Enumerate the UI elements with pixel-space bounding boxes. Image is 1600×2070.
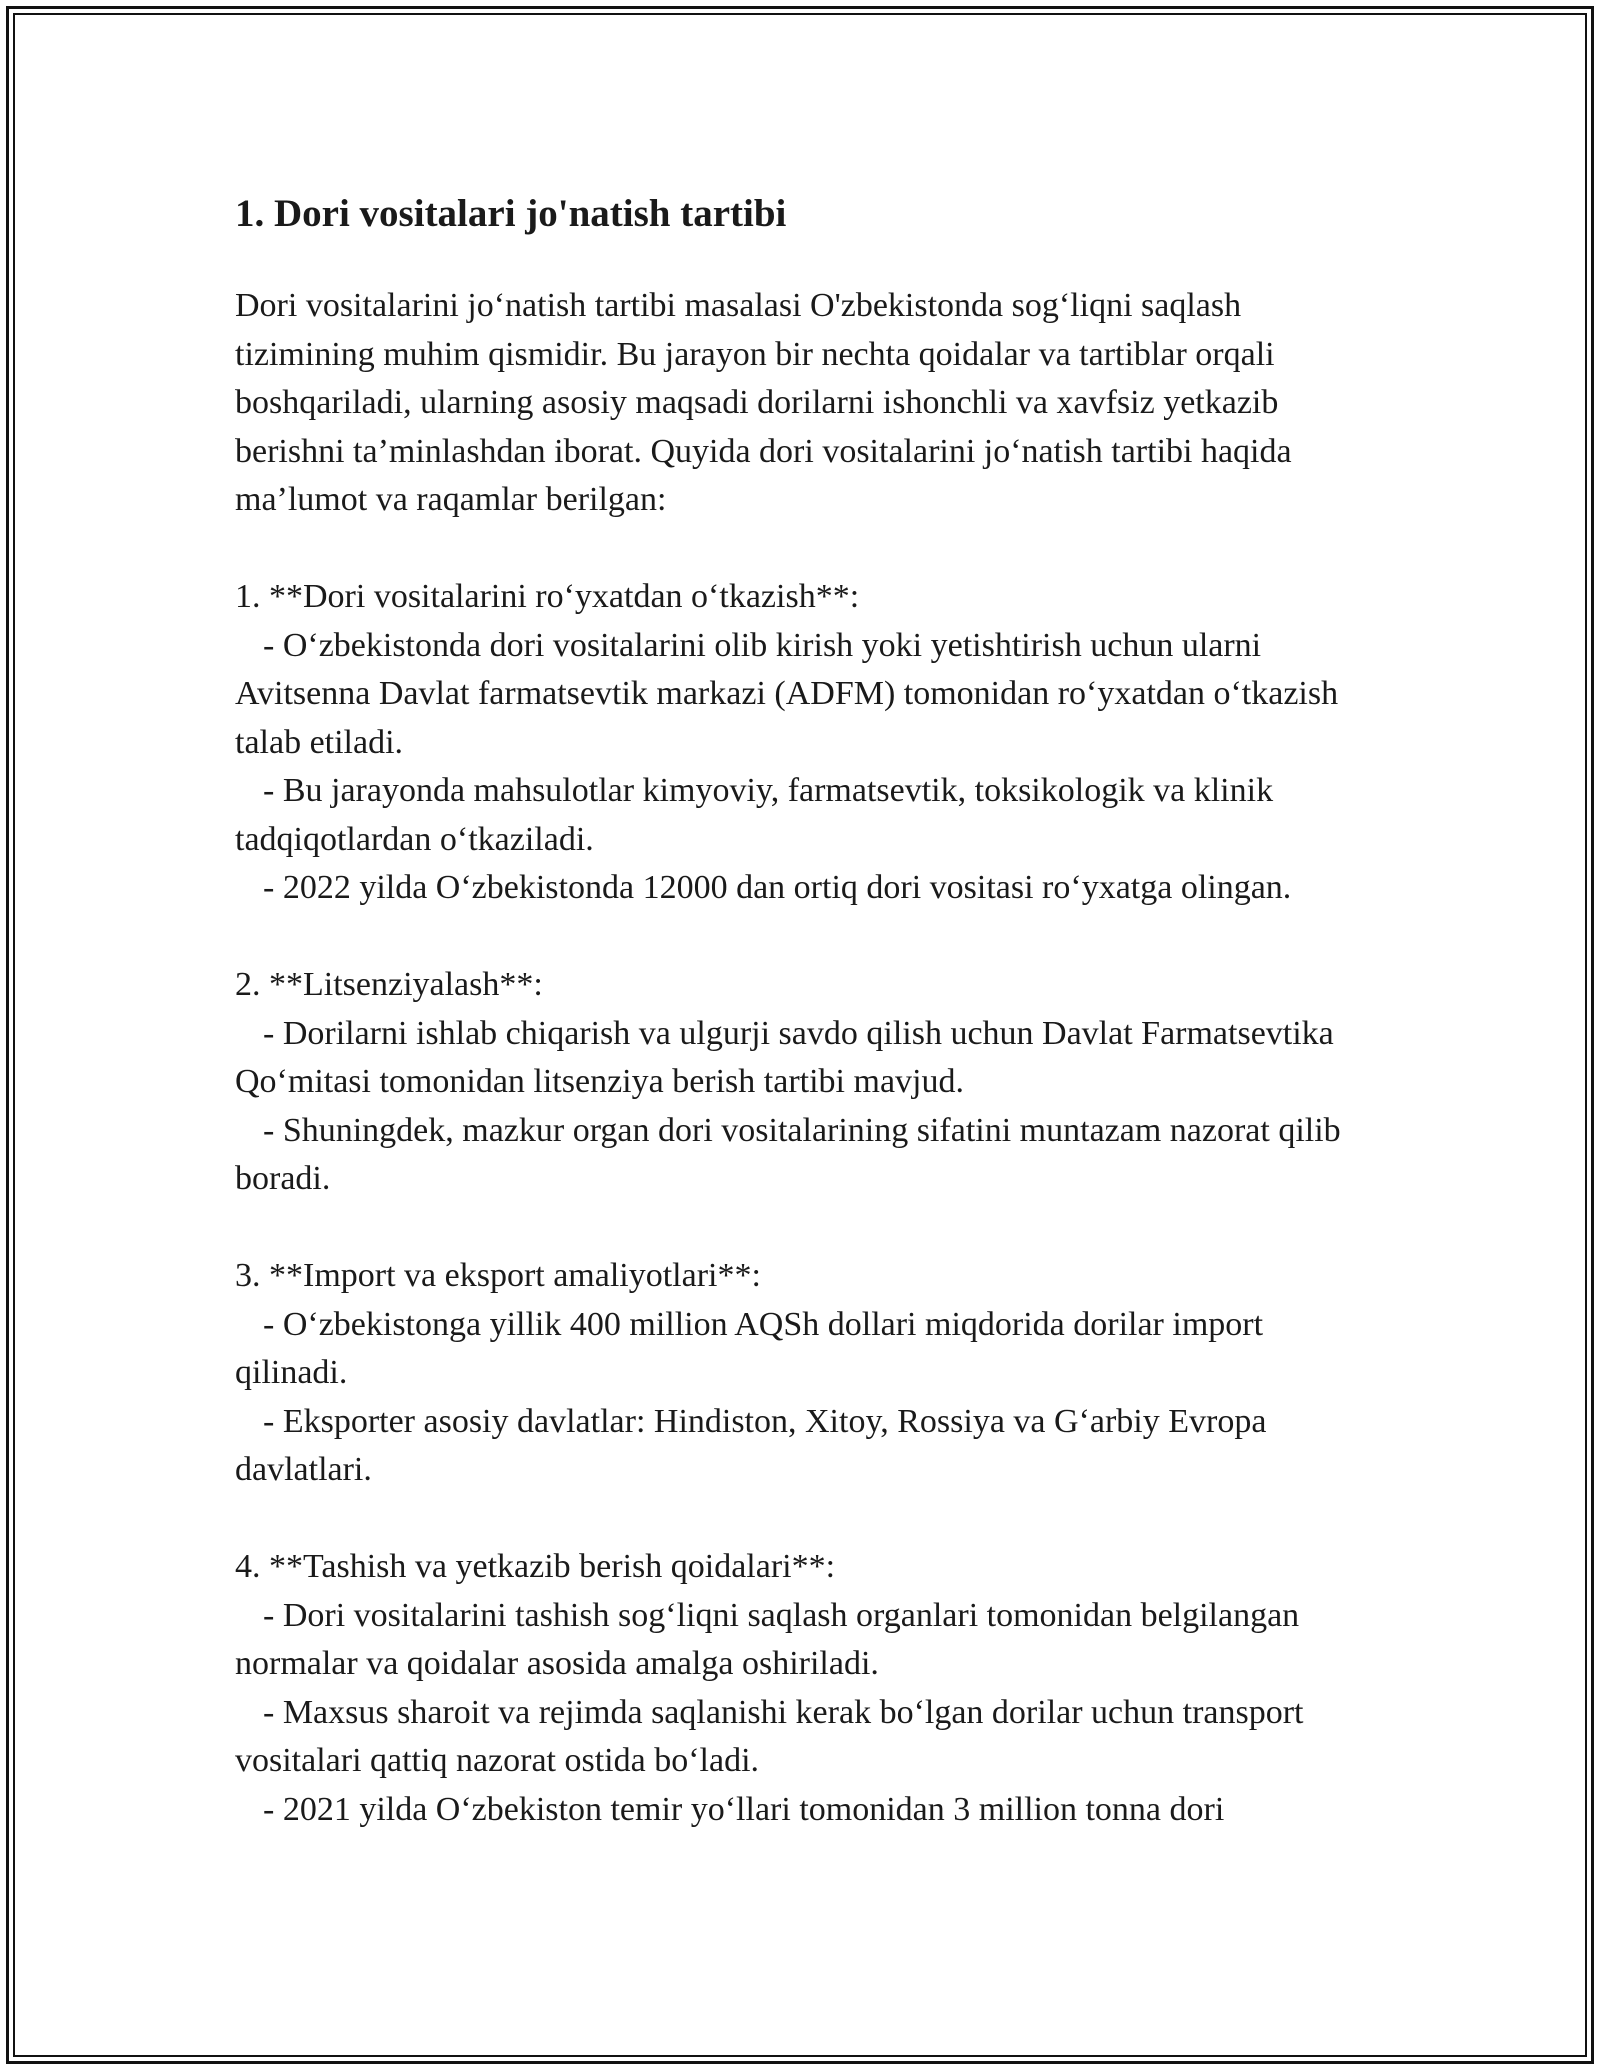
section-transport <box>235 1543 1375 1834</box>
section-heading: 3. **Import va eksport amaliyotlari**: <box>235 1257 761 1294</box>
list-item: - 2021 yilda O‘zbekiston temir yo‘llari tomonidan 3 million tonna dori <box>263 1790 1225 1828</box>
section-import-export <box>235 1252 1375 1495</box>
document-body <box>235 186 1375 1834</box>
list-item: - Bu jarayonda mahsulotlar kimyoviy, farmatsevtik, toksikologik va klinik tadqiqotlardan o‘tkaziladi. <box>235 772 1274 858</box>
list-item: - O‘zbekistonga yillik 400 million AQSh dollari miqdorida dorilar import qilinadi. <box>235 1305 1264 1391</box>
section-licensing <box>235 961 1375 1204</box>
document-title: 1. Dori vositalari jo'natish tartibi <box>235 192 787 235</box>
section-registration <box>235 573 1375 913</box>
list-item: - Shuningdek, mazkur organ dori vositalarining sifatini muntazam nazorat qilib boradi. <box>235 1111 1341 1197</box>
intro-paragraph: Dori vositalarini jo‘natish tartibi masalasi O'zbekistonda sog‘liqni saqlash tizimining muhim qismidir. Bu jarayon bir nechta qoidalar va tartiblar orqali boshqariladi, ularning asosiy maqsadi dorilarni ishonchli va xavfsiz yetkazib berishni ta’minlashdan iborat. Quyida dori vositalarini jo‘natish tartibi haqida ma’lumot va raqamlar berilgan: <box>235 287 1292 518</box>
list-item: - Maxsus sharoit va rejimda saqlanishi kerak bo‘lgan dorilar uchun transport vositalari qattiq nazorat ostida bo‘ladi. <box>235 1693 1304 1779</box>
section-heading: 2. **Litsenziyalash**: <box>235 966 543 1003</box>
list-item: - 2022 yilda O‘zbekistonda 12000 dan ortiq dori vositasi ro‘yxatga olingan. <box>263 869 1292 906</box>
list-item: - Dori vositalarini tashish sog‘liqni saqlash organlari tomonidan belgilangan normalar va qoidalar asosida amalga oshiriladi. <box>235 1596 1300 1682</box>
section-heading: 4. **Tashish va yetkazib berish qoidalari**: <box>235 1548 836 1585</box>
section-heading: 1. **Dori vositalarini ro‘yxatdan o‘tkazish**: <box>235 578 860 615</box>
list-item: - O‘zbekistonda dori vositalarini olib kirish yoki yetishtirish uchun ularni Avitsenna Davlat farmatsevtik markazi (ADFM) tomonidan ro‘yxatdan o‘tkazish talab etiladi. <box>235 626 1339 761</box>
list-item: - Eksporter asosiy davlatlar: Hindiston, Xitoy, Rossiya va G‘arbiy Evropa davlatlari. <box>235 1402 1267 1488</box>
list-item: - Dorilarni ishlab chiqarish va ulgurji savdo qilish uchun Davlat Farmatsevtika Qo‘mitasi tomonidan litsenziya berish tartibi mavjud. <box>235 1014 1334 1100</box>
